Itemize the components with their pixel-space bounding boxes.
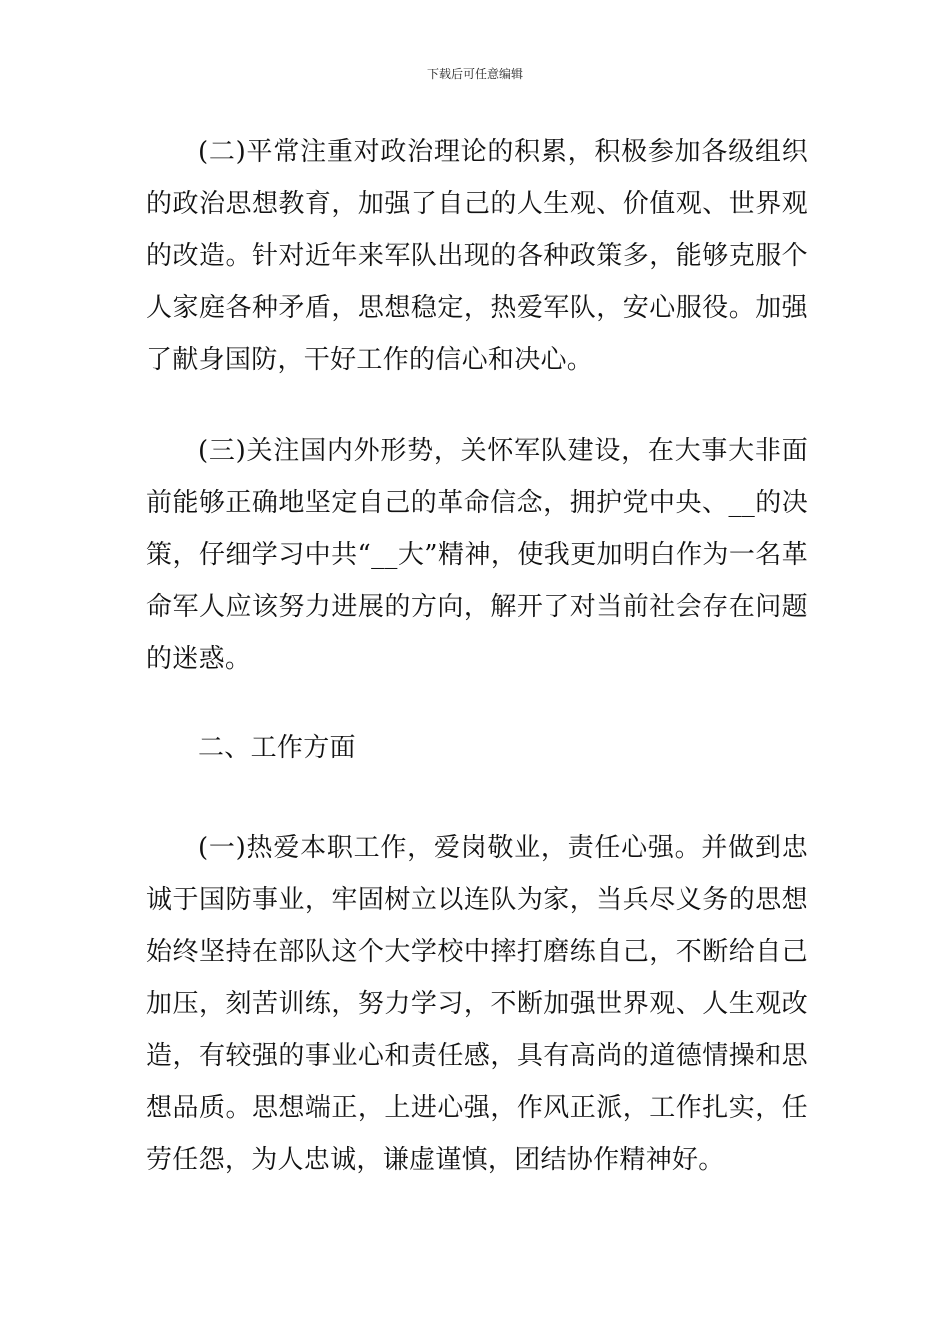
paragraph-political-theory: (二)平常注重对政治理论的积累，积极参加各级组织的政治思想教育，加强了自己的人生观、价值观、世界观的改造。针对近年来军队出现的各种政策多，能够克服个人家庭各种矛盾，思想稳定，热爱军队，安心服役。加强了献身国防，干好工作的信心和决心。 <box>146 137 808 375</box>
section-heading-work: 二、工作方面 <box>198 733 356 763</box>
paragraph-work-dedication: (一)热爱本职工作，爱岗敬业，责任心强。并做到忠诚于国防事业，牢固树立以连队为家，当兵尽义务的思想始终坚持在部队这个大学校中摔打磨练自己，不断给自己加压，刻苦训练，努力学习，不断加强世界观、人生观改造，有较强的事业心和责任感，具有高尚的道德情操和思想品质。思想端正，上进心强，作风正派，工作扎实，任劳任怨，为人忠诚，谦虚谨慎，团结协作精神好。 <box>146 833 808 1175</box>
page-header: 下载后可任意编辑 <box>426 67 523 81</box>
paragraph-current-affairs: (三)关注国内外形势，关怀军队建设，在大事大非面前能够正确地坚定自己的革命信念，拥护党中央、__的决策，仔细学习中共“__大”精神，使我更加明白作为一名革命军人应该努力进展的方向，解开了对当前社会存在问题的迷惑。 <box>146 436 808 674</box>
